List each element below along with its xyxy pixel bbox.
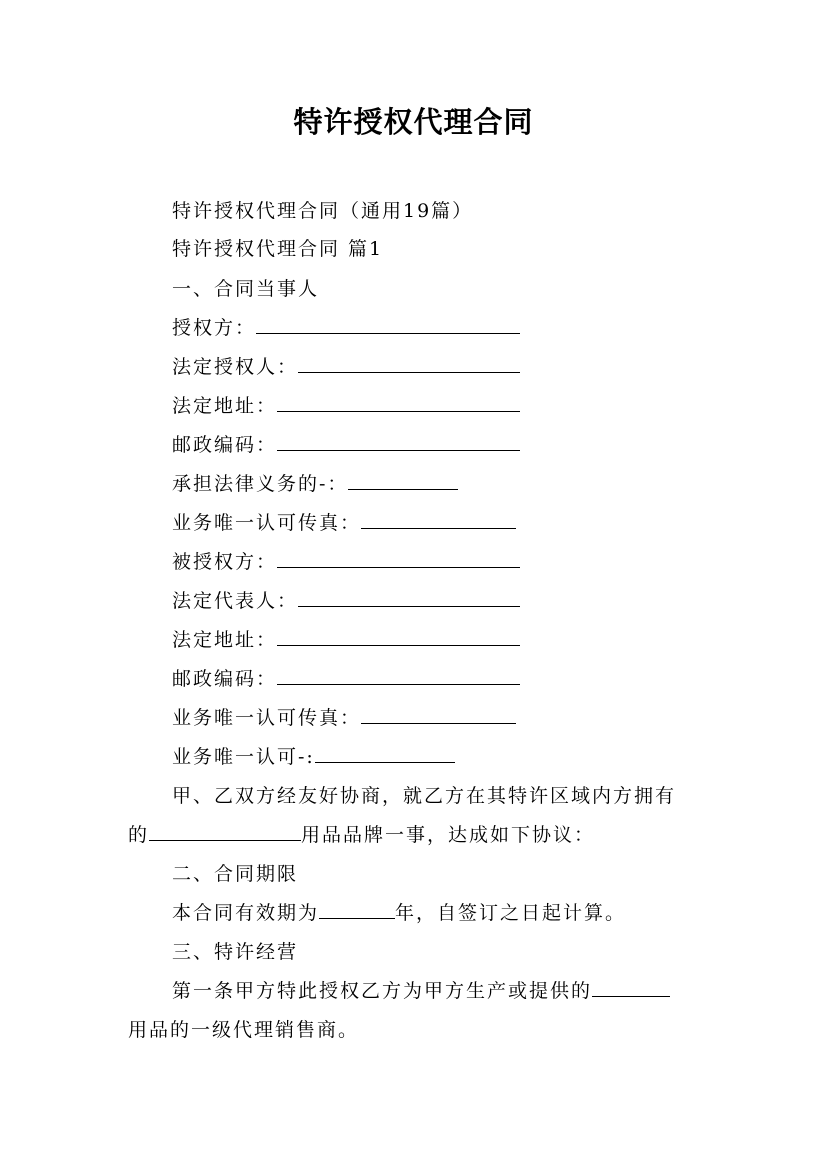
- clause1-line2: 用品的一级代理销售商。: [128, 1019, 360, 1041]
- fill-in-blank[interactable]: [315, 744, 455, 763]
- field-label: 法定地址：: [172, 395, 278, 417]
- field-label: 法定代表人：: [172, 590, 299, 612]
- fill-in-blank[interactable]: [319, 900, 395, 919]
- field-postal-code: [172, 432, 520, 458]
- section-heading-term: 二、合同期限: [172, 863, 299, 885]
- field-legal-authorizer: [172, 354, 520, 380]
- term-paragraph: [172, 900, 626, 926]
- field-label: 承担法律义务的-：: [172, 473, 349, 495]
- field-business-fax-2: [172, 705, 516, 731]
- field-label: 邮政编码：: [172, 668, 278, 690]
- fill-in-blank[interactable]: [361, 510, 516, 529]
- agreement-paragraph-line2: [128, 822, 595, 848]
- fill-in-blank[interactable]: [348, 471, 458, 490]
- field-label: 被授权方：: [172, 551, 278, 573]
- fill-in-blank[interactable]: [277, 393, 520, 412]
- paragraph-text: 本合同有效期为: [172, 902, 320, 924]
- fill-in-blank[interactable]: [361, 705, 516, 724]
- fill-in-blank[interactable]: [592, 978, 670, 997]
- agreement-paragraph-line1: 甲、乙双方经友好协商，就乙方在其特许区域内方拥有: [172, 785, 677, 807]
- field-postal-code-2: [172, 666, 520, 692]
- clause1-line1: [172, 978, 670, 1004]
- field-legal-address: [172, 393, 520, 419]
- document-title: 特许授权代理合同: [293, 105, 534, 139]
- fill-in-blank[interactable]: [298, 588, 520, 607]
- paragraph-text: 的: [128, 824, 150, 846]
- fill-in-blank[interactable]: [149, 822, 301, 841]
- field-grantee: [172, 549, 520, 575]
- section-heading-parties: 一、合同当事人: [172, 278, 320, 300]
- paragraph-text: 用品品牌一事，达成如下协议：: [301, 824, 596, 846]
- fill-in-blank[interactable]: [256, 315, 520, 334]
- fill-in-blank[interactable]: [298, 354, 520, 373]
- fill-in-blank[interactable]: [277, 666, 520, 685]
- field-label: 法定授权人：: [172, 356, 299, 378]
- field-business-recognized: [172, 744, 455, 770]
- field-label: 授权方：: [172, 317, 257, 339]
- paragraph-text: 年，自签订之日起计算。: [395, 902, 627, 924]
- paragraph-text: 第一条甲方特此授权乙方为甲方生产或提供的: [172, 980, 593, 1002]
- field-business-fax: [172, 510, 516, 536]
- fill-in-blank[interactable]: [277, 549, 520, 568]
- section-heading-franchise: 三、特许经营: [172, 941, 299, 963]
- field-label: 邮政编码：: [172, 434, 278, 456]
- field-label: 业务唯一认可传真：: [172, 707, 362, 729]
- field-label: 业务唯一认可-:: [172, 746, 315, 768]
- field-legal-address-2: [172, 627, 520, 653]
- field-grantor: [172, 315, 520, 341]
- field-label: 业务唯一认可传真：: [172, 512, 362, 534]
- document-subtitle: 特许授权代理合同（通用19篇）: [172, 200, 474, 222]
- field-legal-obligation: [172, 471, 458, 497]
- part-heading: 特许授权代理合同 篇1: [172, 238, 384, 260]
- fill-in-blank[interactable]: [277, 432, 520, 451]
- field-legal-representative: [172, 588, 520, 614]
- field-label: 法定地址：: [172, 629, 278, 651]
- fill-in-blank[interactable]: [277, 627, 520, 646]
